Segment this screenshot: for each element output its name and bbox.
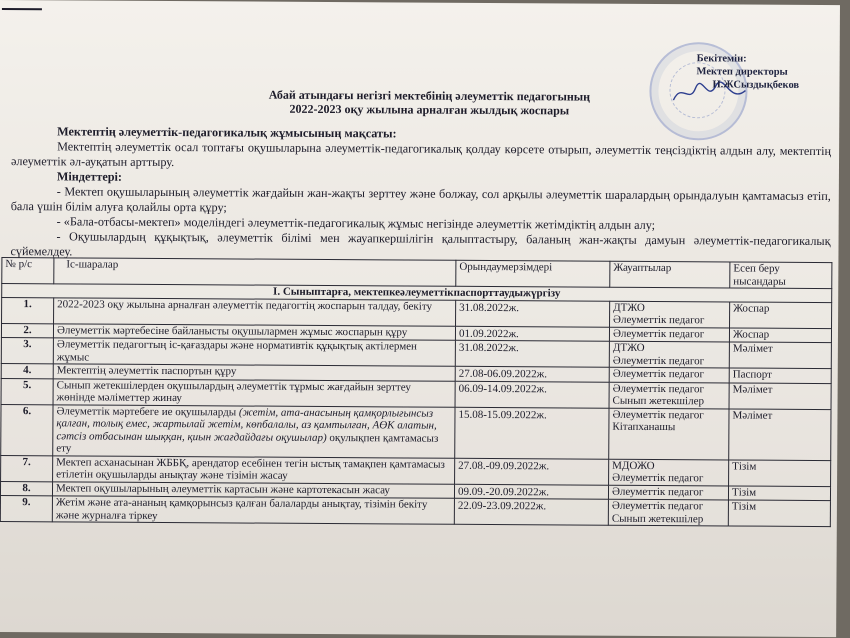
row-number: 4. <box>1 364 53 379</box>
row-responsible: Әлеуметтік педагог Сынып жетекшілер <box>609 382 729 409</box>
row-activity <box>53 404 455 457</box>
task-item-2: - «Бала-отбасы-мектеп» моделіндегі әлеуметтік-педагогикалық жұмыс негізінде әлеуметтік жетімдіктің алдын алу; <box>56 214 656 233</box>
row-responsible: Әлеуметтік педагог <box>608 485 728 500</box>
row-date: 09.09.-20.09.2022ж. <box>454 484 608 499</box>
approval-label: Бекітемін: <box>696 53 747 65</box>
row-responsible: ДТЖО Әлеуметтік педагог <box>609 341 729 368</box>
approval-position: Мектеп директоры <box>696 66 788 78</box>
row-report: Жоспар <box>730 301 832 328</box>
title-line-1: Абай атындағы негізгі мектебінің әлеуметтік педагогының <box>268 87 591 104</box>
row-responsible: Әлеуметтік педагог Сынып жетекшілер <box>608 499 728 526</box>
row-responsible: Әлеуметтік педагог <box>609 367 729 382</box>
row-number: 8. <box>0 481 52 496</box>
row-report: Мәлімет <box>729 342 831 369</box>
goal-text: Мектептің әлеуметтік осал топтағы оқушыларына әлеуметтік-педагогикалық қолдау көрсете отырып, әлеуметтік теңсіздіктің алдын алу, мектептің әлеуметтік әл-ауқатын арттыру. <box>10 139 832 170</box>
row-date: 31.08.2022ж. <box>455 340 609 367</box>
row-activity-tail: оқулықпен қамтамасыз ету <box>56 431 439 455</box>
row-date: 31.08.2022ж. <box>456 300 610 327</box>
approval-name: Н.ЖСыздықбеков <box>712 79 800 91</box>
approval-block <box>696 52 836 92</box>
row-report: Тізім <box>728 485 830 500</box>
row-report: Мәлімет <box>729 382 831 409</box>
row-date: 27.08.-09.09.2022ж. <box>455 458 609 485</box>
row-date: 15.08-15.09.2022ж. <box>455 407 609 459</box>
row-date: 01.09.2022ж. <box>455 326 609 341</box>
row-activity: Жетім және ата-ананың қамқорынсыз қалған балаларды анықтау, тізімін бекіту және журналға тіркеу <box>52 496 454 524</box>
task-item-3: - Оқушылардың құқықтық, әлеуметтік білімі мен жауапкершілігін қалыптастыру, баланың жан-жақты дамуын әлеуметтік-педагогикалық сүйемелдеу. <box>10 229 831 259</box>
tasks-heading: Міндеттері: <box>56 169 123 184</box>
top-rule <box>2 8 42 10</box>
header-number: № р/с <box>2 258 54 284</box>
row-responsible: Әлеуметтік педагог <box>609 327 729 342</box>
row-report: Мәлімет <box>729 408 831 460</box>
row-activity-italic: (жетім, ата-анасының қамқорлығынсыз қалған, толық емес, жартылай жетім, көпбалалы, аз қамтылған, АӨК алатын, сәтсіз отбасынан шыққан, қиын жағдайдағы оқушылар) <box>56 405 437 444</box>
row-activity: Сынып жетекшілерден оқушылардың әлеуметтік тұрмыс жағдайын зерттеу жөнінде мәліметтер жинау <box>53 378 455 406</box>
header-responsible: Жауаптылар <box>610 261 730 288</box>
row-activity: Әлеуметтік мәртебесіне байланысты оқушылармен жұмыс жоспарын құру <box>53 323 455 340</box>
row-number: 5. <box>1 378 53 404</box>
row-number: 2. <box>1 323 53 338</box>
row-number: 9. <box>0 496 52 522</box>
row-activity: 2022-2023 оқу жылына арналған әлеуметтік педагогтің жоспарын талдау, бекіту <box>54 297 456 325</box>
activity-plan-table <box>0 257 832 527</box>
row-activity: Мектеп оқушыларының әлеуметтік картасын және картотекасын жасау <box>52 481 454 498</box>
header-deadline: Орындаумерзімдері <box>456 260 610 287</box>
row-number: 6. <box>1 404 53 455</box>
row-report: Жоспар <box>729 327 831 342</box>
row-activity: Мектеп асханасынан ЖББҚ, арендатор есебінен тегін ыстық тамақпен қамтамасыз етілетін оқушыларды анықтау және тізімін жасау <box>53 455 455 483</box>
goal-heading: Мектептің әлеуметтік-педагогикалық жұмысының мақсаты: <box>57 124 397 141</box>
row-activity: Әлеуметтік педагогтың іс-қағаздары және нормативтік құқықтық актілермен жұмыс <box>53 338 455 366</box>
row-report: Тізім <box>729 459 831 486</box>
row-activity: Мектептің әлеуметтік паспортын құру <box>53 364 455 381</box>
row-date: 22.09-23.09.2022ж. <box>454 498 608 525</box>
row-number: 1. <box>2 297 54 323</box>
title-line-2: 2022-2023 оқу жылына арналған жылдық жоспары <box>289 101 570 118</box>
table-row <box>1 404 831 460</box>
row-number: 7. <box>1 455 53 481</box>
table-row <box>0 496 830 527</box>
section-title: I. Сыныптарға, мектепкеәлеуметтікпаспорттаудыжүргізу <box>2 284 832 303</box>
row-number: 3. <box>1 338 53 364</box>
row-responsible: МДОЖО Әлеуметтік педагог <box>609 459 729 486</box>
row-report: Тізім <box>728 500 830 527</box>
row-responsible: Әлеуметтік педагог Кітапханашы <box>609 408 729 460</box>
row-date: 06.09-14.09.2022ж. <box>455 381 609 408</box>
row-report: Паспорт <box>729 368 831 383</box>
document-title <box>199 87 659 118</box>
header-report: Есеп беру нысандары <box>730 262 832 289</box>
row-responsible: ДТЖО Әлеуметтік педагог <box>610 301 730 328</box>
header-activity: Іс-шаралар <box>54 258 456 286</box>
row-activity-text: Әлеуметтік мәртебеге ие оқушыларды <box>56 404 239 418</box>
task-item-1: - Мектеп оқушыларының әлеуметтік жағдайын жан-жақты зерттеу және болжау, сол арқылы әлеуметтік шаралардың орындалуын қамтамасыз етіп, бала үшін білім алуға қолайлы орта құру; <box>10 184 831 215</box>
row-date: 27.08-06.09.2022ж. <box>455 366 609 381</box>
